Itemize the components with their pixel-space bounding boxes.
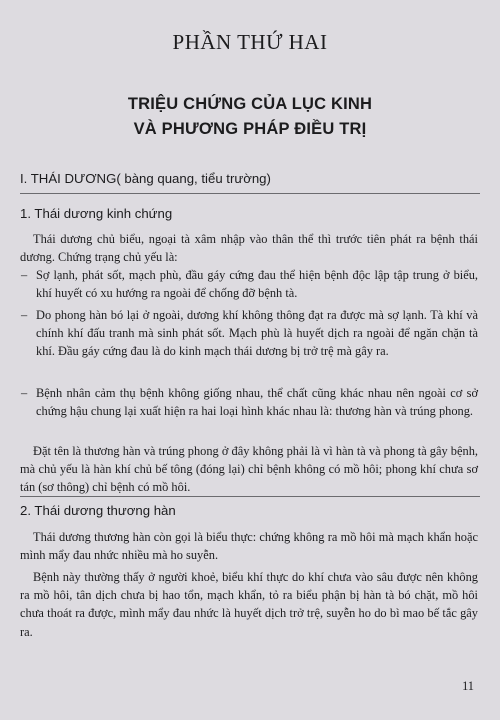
section-divider — [20, 193, 480, 194]
bullet-dash: – — [21, 308, 28, 322]
chapter-title-line-2: VÀ PHƯƠNG PHÁP ĐIỀU TRỊ — [133, 120, 367, 138]
chapter-title — [0, 92, 500, 142]
subsection-1-intro: Thái dương chủ biểu, ngoại tà xâm nhập vào thân thể thì trước tiên phát ra bệnh thái dương. Chứng trạng chủ yếu là: — [20, 232, 478, 265]
subsection-divider — [20, 496, 480, 497]
section-heading: I. THÁI DƯƠNG( bàng quang, tiểu trường) — [20, 171, 271, 186]
subsection-2-heading: 2. Thái dương thương hàn — [20, 503, 176, 518]
bullet-dash: – — [21, 268, 28, 282]
bullet-item-1: Sợ lạnh, phát sốt, mạch phù, đầu gáy cứng đau thể hiện bệnh độc lập tập trung ở biểu, khí huyết có xu hướng ra ngoài để chống đỡ bệnh tà. — [36, 268, 478, 301]
part-title: PHẦN THỨ HAI — [172, 30, 328, 54]
bullet-dash: – — [21, 386, 28, 400]
chapter-title-line-1: TRIỆU CHỨNG CỦA LỤC KINH — [127, 95, 373, 113]
bullet-item-3: Bệnh nhân cảm thụ bệnh không giống nhau, thể chất cũng khác nhau nên ngoài cơ sở chứng hậu chung lại xuất hiện ra hai loại hình khác nhau là: thương hàn và trúng phong. — [36, 386, 478, 419]
subsection-1-closing: Đặt tên là thương hàn và trúng phong ở đây không phải là vì hàn tà và phong tà gây bệnh, mà chủ yếu là hàn khí chủ bế tông (đóng lại) chỉ bệnh không có mồ hôi; phong khí chưa sơ tán (sơ thông) chỉ bệnh có mồ hôi. — [20, 444, 478, 495]
subsection-1-heading: 1. Thái dương kinh chứng — [20, 206, 173, 221]
subsection-2-para-1: Thái dương thương hàn còn gọi là biểu thực: chứng không ra mồ hôi mà mạch khẩn hoặc mình mẩy đau nhức nhiều mà ho suyễn. — [20, 530, 478, 563]
subsection-2-para-2: Bệnh này thường thấy ở người khoẻ, biểu khí thực do khí chưa vào sâu được nên không ra mồ hôi, tân dịch chưa bị hao tổn, mạch khẩn, tỏ ra biểu phận bị hàn tà bó chặt, mồ hôi chưa thoát ra được, mình mẩy đau nhức là huyết dịch trở trệ, suyễn ho do bì mao bế tắc gây ra. — [20, 570, 478, 639]
bullet-item-2: Do phong hàn bó lại ở ngoài, dương khí không thông đạt ra được mà sợ lạnh. Tà khí và chính khí đấu tranh mà sinh phát sốt. Mạch phù là huyết dịch ra ngoài để ngăn chặn tà khí. Đầu gáy cứng đau là do kinh mạch thái dương bị trở trệ mà gây ra. — [36, 308, 478, 359]
page-number: 11 — [462, 679, 474, 693]
